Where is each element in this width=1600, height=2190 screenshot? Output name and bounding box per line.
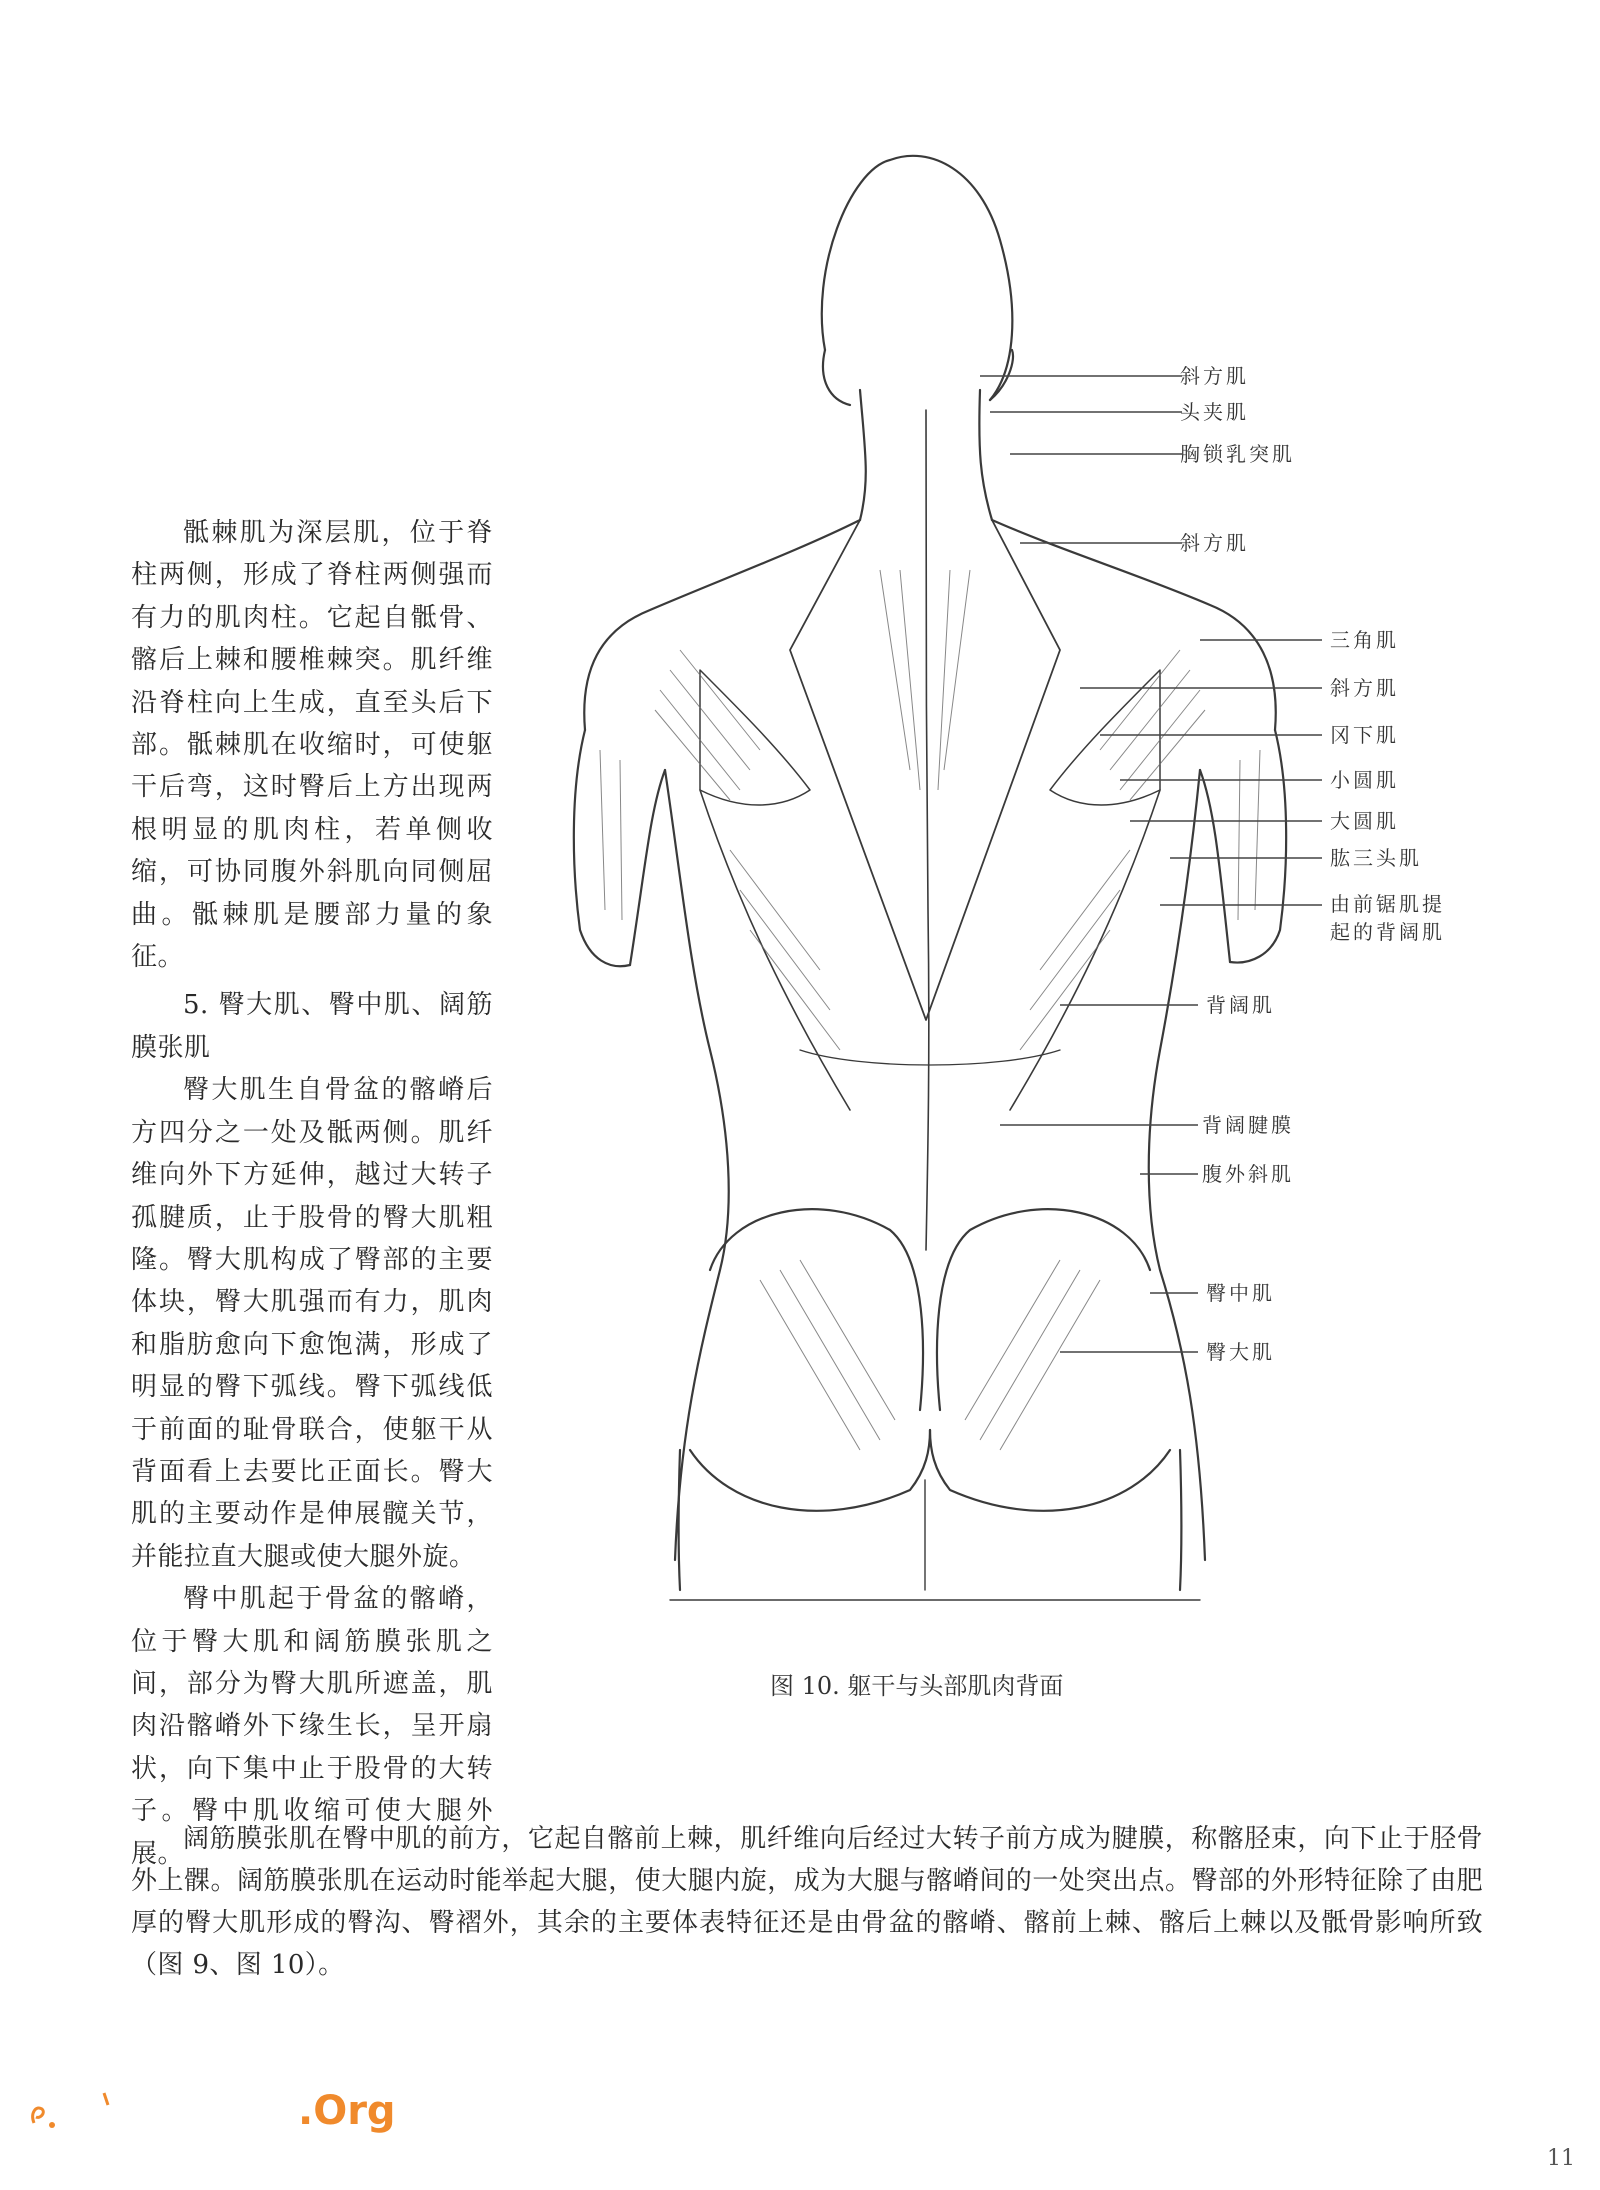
- label-gluteus-medius: 臀中肌: [1206, 1281, 1275, 1305]
- label-lat-lifted-line2: 起的背阔肌: [1330, 920, 1445, 944]
- figure-caption: 图 10. 躯干与头部肌肉背面: [770, 1672, 1064, 1700]
- label-lat-lifted-line1: 由前锯肌提: [1330, 892, 1445, 916]
- label-triceps: 肱三头肌: [1330, 846, 1422, 870]
- paragraph-tensor-fasciae-latae: 阔筋膜张肌在臀中肌的前方，它起自髂前上棘，肌纤维向后经过大转子前方成为腱膜，称髂胫束，向下止于胫骨外上髁。阔筋膜张肌在运动时能举起大腿，使大腿内旋，成为大腿与髂嵴间的一处突出点。臀部的外形特征除了由肥厚的臀大肌形成的臀沟、臀褶外，其余的主要体表特征还是由骨盆的髂嵴、髂前上棘、髂后上棘以及骶骨影响所致（图 9、图 10）。: [131, 1824, 1483, 1980]
- label-trapezius-upper: 斜方肌: [1180, 364, 1249, 388]
- label-splenius: 头夹肌: [1180, 400, 1249, 424]
- label-deltoid: 三角肌: [1330, 628, 1399, 652]
- bottom-text: [131, 1818, 1483, 1986]
- label-teres-minor: 小圆肌: [1330, 768, 1399, 792]
- paragraph-gluteus-medius: 臀中肌起于骨盆的髂嵴，位于臀大肌和阔筋膜张肌之间，部分为臀大肌所遮盖，肌肉沿髂嵴外下缘生长，呈开扇状，向下集中止于股骨的大转子。臀中肌收缩可使大腿外展。: [131, 1584, 493, 1869]
- label-teres-major: 大圆肌: [1330, 809, 1399, 833]
- label-lat-aponeurosis: 背阔腱膜: [1202, 1113, 1294, 1137]
- anatomy-figure: [560, 150, 1460, 1620]
- paragraph-erector-spinae: 骶棘肌为深层肌，位于脊柱两侧，形成了脊柱两侧强而有力的肌肉柱。它起自骶骨、髂后上棘和腰椎棘突。肌纤维沿脊柱向上生成，直至头后下部。骶棘肌在收缩时，可使躯干后弯，这时臀后上方出现两根明显的肌肉柱，若单侧收缩，可协同腹外斜肌向同侧屈曲。骶棘肌是腰部力量的象征。: [131, 518, 493, 973]
- label-trapezius-lower: 斜方肌: [1330, 676, 1399, 700]
- back-muscle-illustration: [560, 150, 1460, 1620]
- label-sternocleidomastoid: 胸锁乳突肌: [1180, 442, 1295, 466]
- label-gluteus-maximus: 臀大肌: [1206, 1340, 1275, 1364]
- page-number: 11: [1547, 2146, 1575, 2171]
- section-heading: 5. 臀大肌、臀中肌、阔筋膜张肌: [131, 990, 493, 1063]
- label-latissimus: 背阔肌: [1206, 993, 1275, 1017]
- watermark-text: .Org: [298, 2088, 396, 2134]
- label-trapezius-mid: 斜方肌: [1180, 531, 1249, 555]
- label-external-oblique: 腹外斜肌: [1202, 1162, 1294, 1186]
- paragraph-gluteus-maximus: 臀大肌生自骨盆的髂嵴后方四分之一处及骶两侧。肌纤维向外下方延伸，越过大转子孤腱质，止于股骨的臀大肌粗隆。臀大肌构成了臀部的主要体块，臀大肌强而有力，肌肉和脂肪愈向下愈饱满，形成了明显的臀下弧线。臀下弧线低于前面的耻骨联合，使躯干从背面看上去要比正面长。臀大肌的主要动作是伸展髋关节，并能拉直大腿或使大腿外旋。: [131, 1075, 493, 1572]
- label-infraspinatus: 冈下肌: [1330, 723, 1399, 747]
- left-column-text: [131, 512, 493, 1875]
